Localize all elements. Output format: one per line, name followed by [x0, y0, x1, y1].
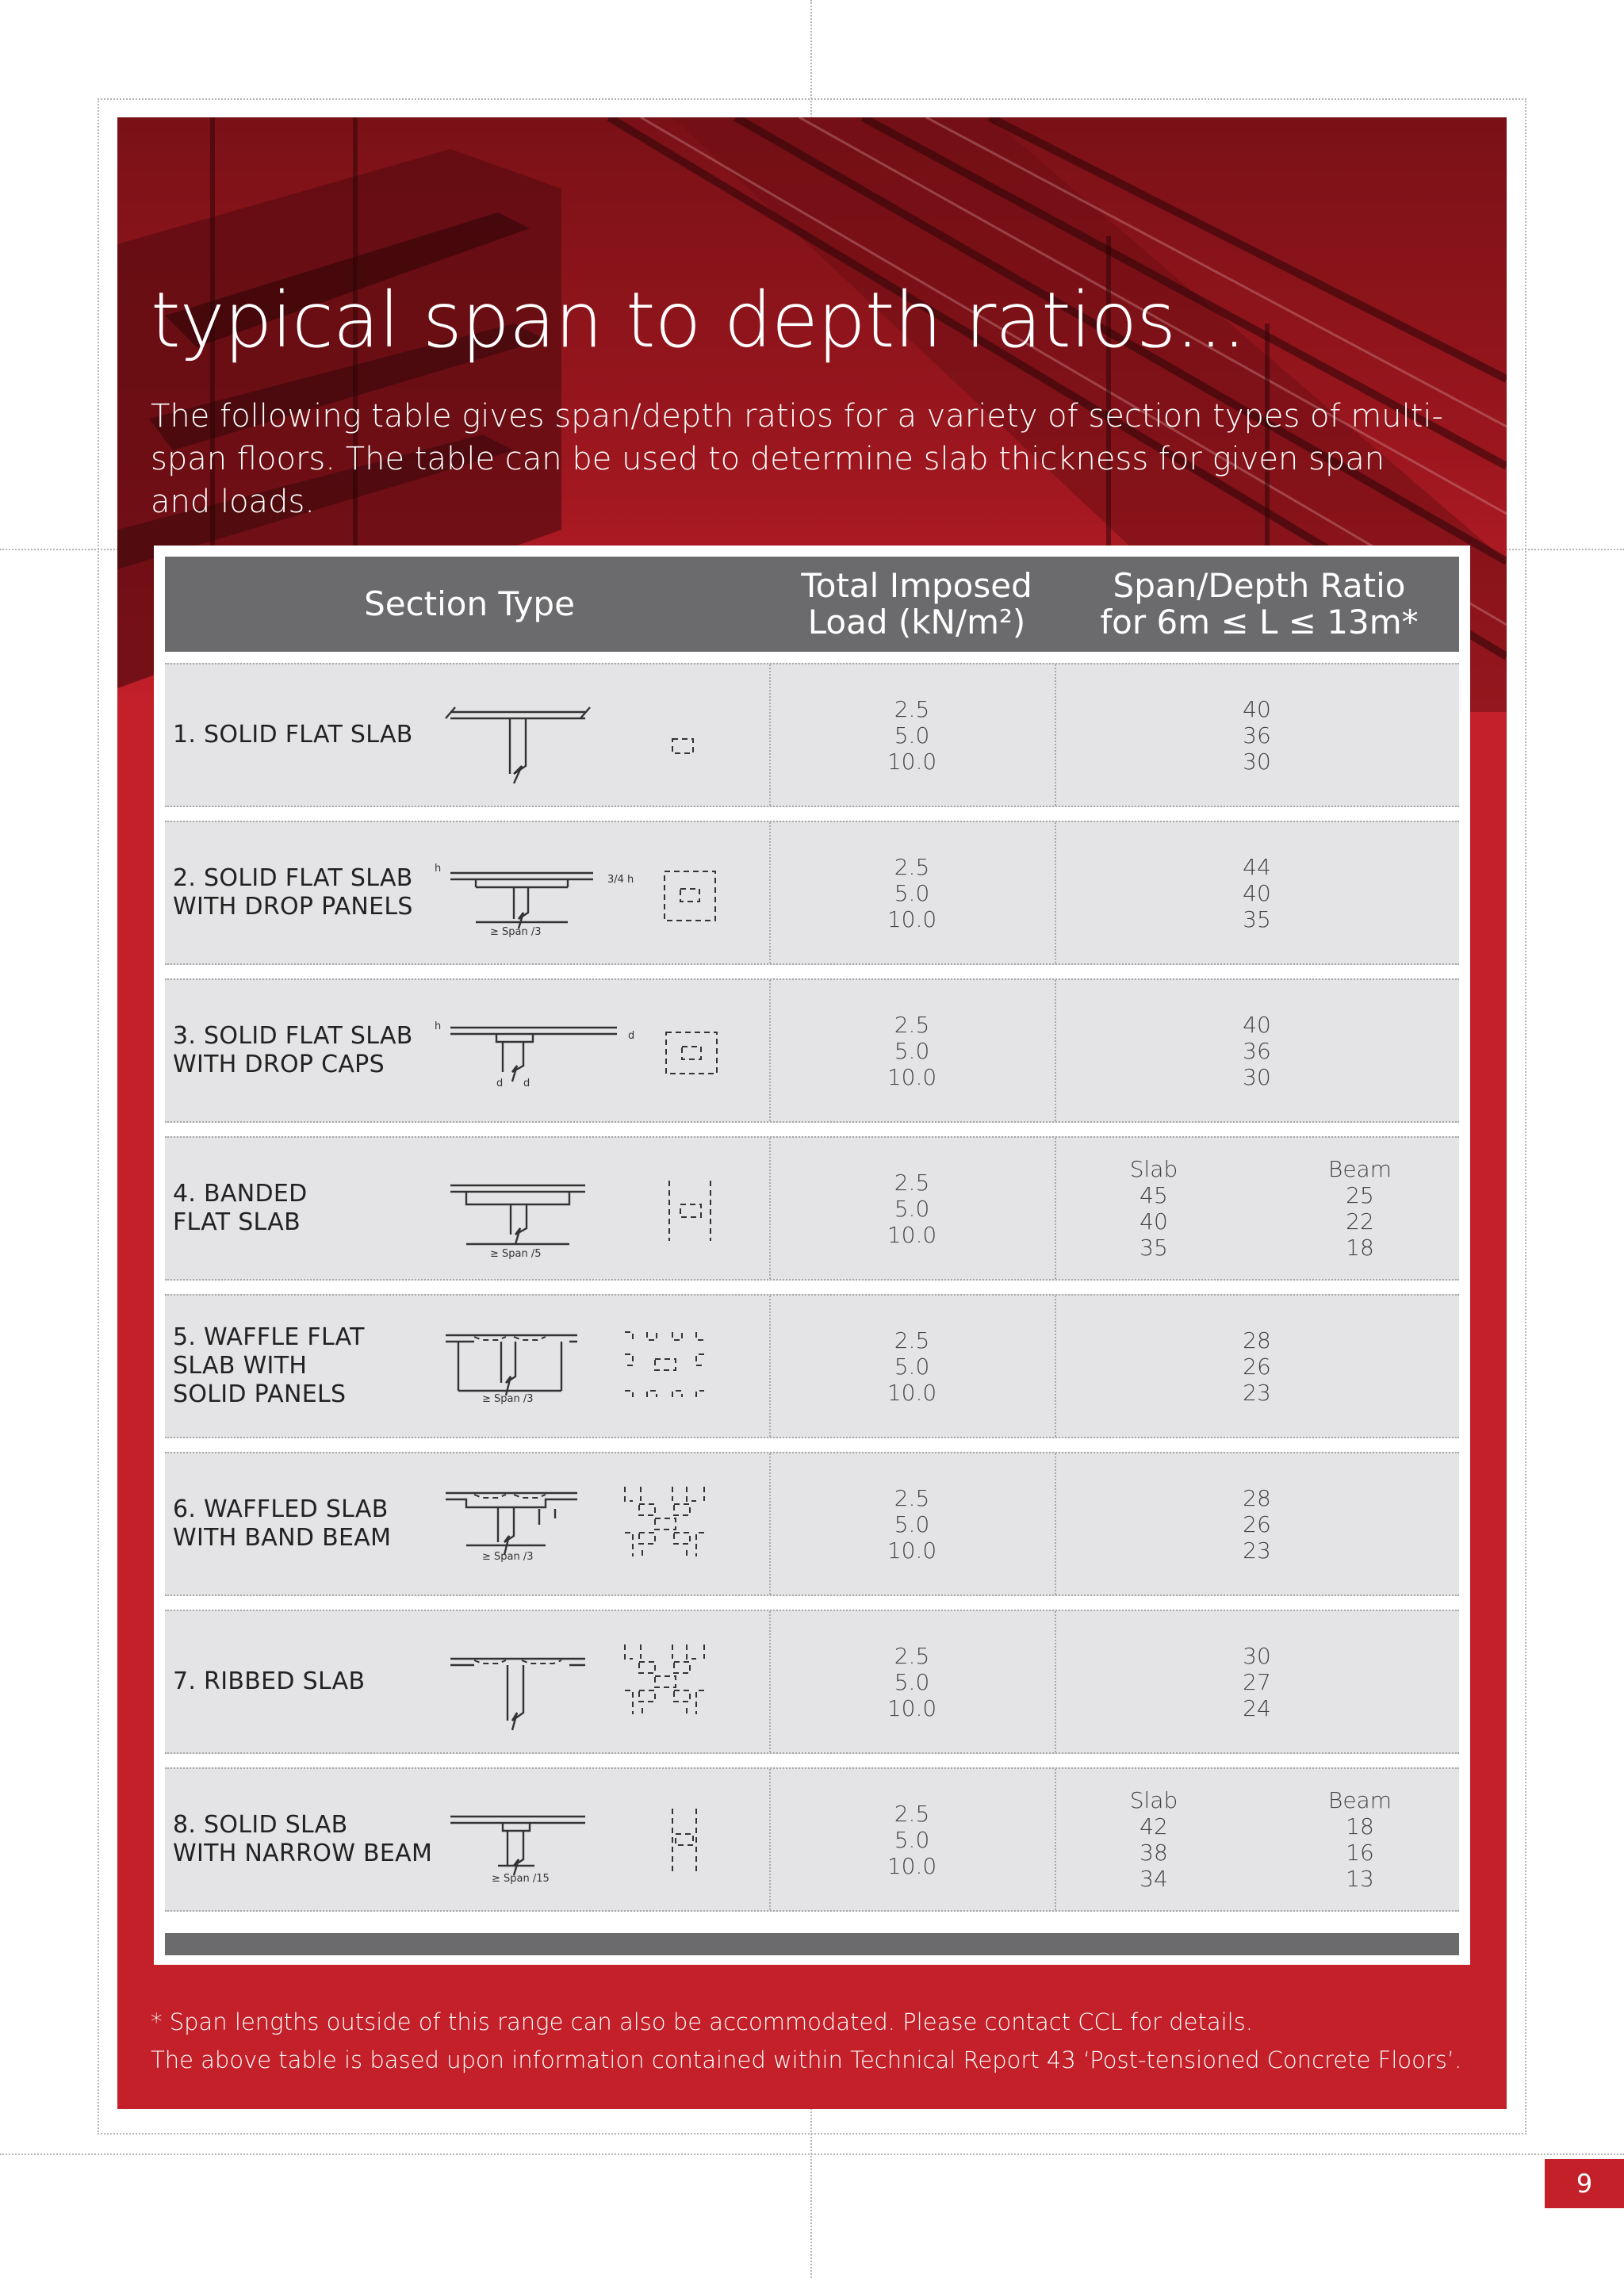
drop-panels-diagram: [435, 830, 760, 957]
table-row-drop-panels: 2. SOLID FLAT SLAB WITH DROP PANELS h ≥ Span /3 3/4 h 2.5 5.0 10.0 44 40 35: [165, 821, 1459, 965]
section-label: 1. SOLID FLAT SLAB: [173, 721, 413, 748]
table-row-waffle-solid-panels: 5. WAFFLE FLAT SLAB WITH SOLID PANELS ≥ Span /3 2.5 5.0 10.0 28 26 23: [165, 1294, 1459, 1438]
svg-text:≥ Span /15: ≥ Span /15: [492, 1873, 550, 1885]
table-row-solid-flat-slab: 1. SOLID FLAT SLAB 2.5 5.0 10.0 40 36 30: [165, 663, 1459, 807]
svg-text:d: d: [628, 1030, 635, 1042]
table-row-ribbed-slab: 7. RIBBED SLAB 2.5 5.0 10.0 30 27 24: [165, 1610, 1459, 1754]
page-title: typical span to depth ratios...: [151, 276, 1246, 365]
svg-text:3/4 h: 3/4 h: [607, 874, 634, 886]
header-span-depth-ratio: Span/Depth Ratio for 6m ≤ L ≤ 13m*: [1100, 566, 1419, 641]
svg-text:≥ Span /3: ≥ Span /3: [482, 1551, 534, 1563]
svg-text:h: h: [435, 863, 442, 875]
crop-guide-bottom: [0, 2154, 1624, 2155]
table-row-banded-flat-slab: 4. BANDED FLAT SLAB ≥ Span /5 2.5 5.0 10.0 Slab 45 40 35 Beam 25 22 18: [165, 1136, 1459, 1281]
slab-column: Slab 45 40 35: [1129, 1156, 1178, 1261]
svg-text:d: d: [523, 1078, 530, 1089]
narrow-beam-diagram: [435, 1777, 760, 1904]
ribbed-slab-diagram: [435, 1619, 760, 1746]
table-row-drop-caps: 3. SOLID FLAT SLAB WITH DROP CAPS h d d d 2.5 5.0 10.0 40 36 30: [165, 978, 1459, 1123]
svg-text:d: d: [496, 1078, 504, 1089]
svg-text:≥ Span /5: ≥ Span /5: [490, 1248, 542, 1260]
banded-slab-diagram: [435, 1146, 760, 1273]
header-total-load: Total Imposed Load (kN/m²): [801, 566, 1032, 641]
solid-flat-slab-diagram: [435, 672, 760, 799]
slab-column: Slab 42 38 34: [1129, 1787, 1178, 1892]
footnote-span-range: * Span lengths outside of this range can also be accommodated. Please contact CCL for details.: [151, 2008, 1254, 2035]
beam-column: Beam 18 16 13: [1328, 1787, 1392, 1892]
table-footer-bar: [165, 1933, 1459, 1955]
waffle-band-beam-diagram: [435, 1461, 760, 1588]
footnotes: [151, 2003, 1467, 2079]
red-panel: [117, 117, 1507, 2109]
ratio-table: [154, 546, 1470, 1965]
section-label: 4. BANDED FLAT SLAB: [173, 1180, 308, 1236]
section-label: 2. SOLID FLAT SLAB WITH DROP PANELS: [173, 864, 413, 921]
section-label: 3. SOLID FLAT SLAB WITH DROP CAPS: [173, 1022, 413, 1078]
table-row-narrow-beam: 8. SOLID SLAB WITH NARROW BEAM ≥ Span /15 2.5 5.0 10.0 Slab 42 38 34 Beam 18 16 13: [165, 1767, 1459, 1912]
svg-text:≥ Span /3: ≥ Span /3: [482, 1393, 534, 1405]
waffle-solid-panels-diagram: [435, 1304, 760, 1430]
section-label: 5. WAFFLE FLAT SLAB WITH SOLID PANELS: [173, 1323, 365, 1408]
header-section-type: Section Type: [364, 584, 575, 623]
section-label: 6. WAFFLED SLAB WITH BAND BEAM: [173, 1495, 392, 1552]
intro-text: The following table gives span/depth ratios for a variety of section types of multi-span floors. The table can be used to determine slab thickness for given span and loads.: [151, 398, 1443, 520]
beam-column: Beam 25 22 18: [1328, 1156, 1392, 1261]
table-row-waffle-band-beam: 6. WAFFLED SLAB WITH BAND BEAM ≥ Span /3 2.5 5.0 10.0 28 26 23: [165, 1452, 1459, 1596]
page-number: 9: [1545, 2159, 1624, 2208]
section-label: 8. SOLID SLAB WITH NARROW BEAM: [173, 1811, 433, 1867]
table-header: [165, 557, 1459, 652]
drop-caps-diagram: [435, 988, 760, 1115]
footnote-source: The above table is based upon information contained within Technical Report 43 ‘Post-tensioned Concrete Floors’.: [151, 2046, 1462, 2073]
svg-text:h: h: [435, 1020, 442, 1032]
section-label: 7. RIBBED SLAB: [173, 1667, 366, 1695]
svg-text:≥ Span /3: ≥ Span /3: [490, 926, 542, 938]
